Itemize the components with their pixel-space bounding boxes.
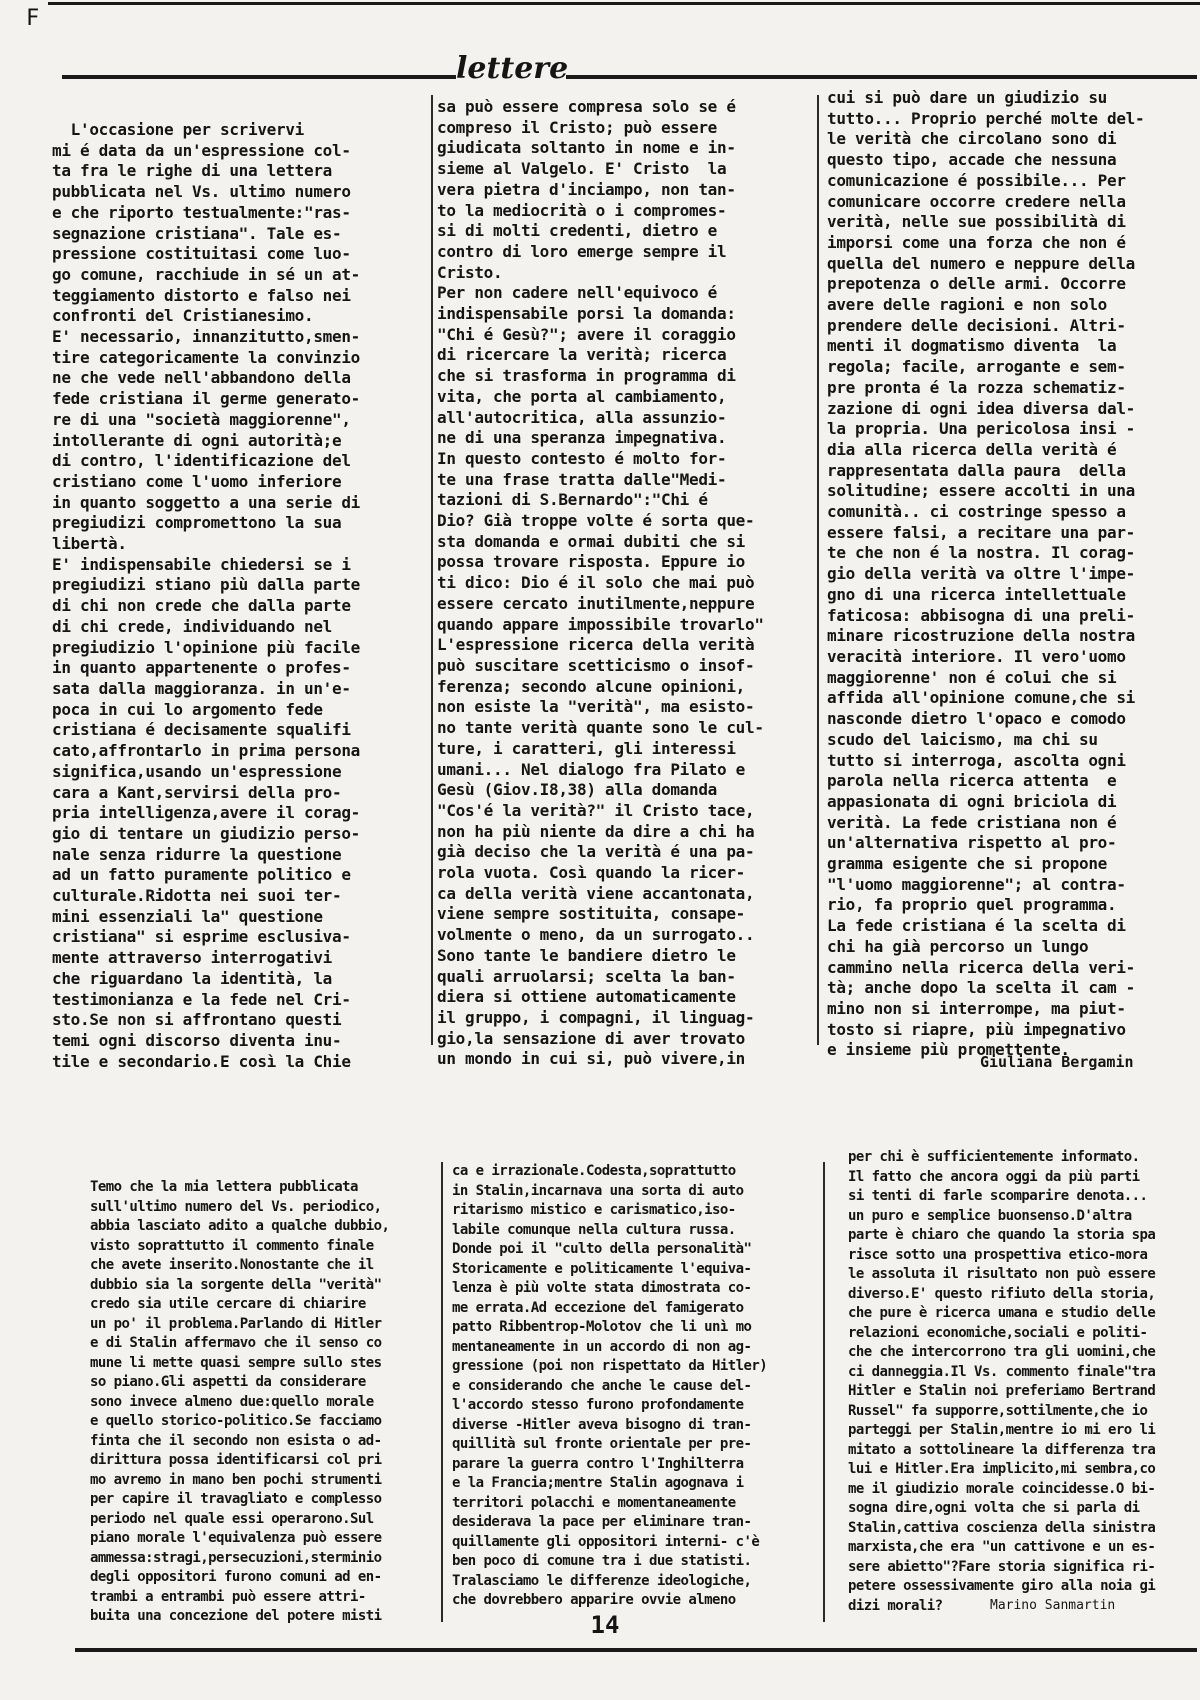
letter2-column-2: ca e irrazionale.Codesta,soprattutto in Stalin,incarnava una sorta di auto ritarismo mistico e carismatico,iso- labile comunque nella cultura russa. Donde poi il "culto della personalità" Storicamente e politicamente l'equiva- lenza è più volte stata dimostrata co- me errata.Ad eccezione del famigerato patto Ribbentrop-Molotov che li unì mo mentaneamente in un accordo di non ag- gressione (poi non rispettato da Hitler) e considerando che anche le cause del- l'accordo stesso furono profondamente diverse -Hitler aveva bisogno di tran- quillità sul fronte orientale per pre- parare la guerra contro l'Inghilterra e la Francia;mentre Stalin agognava i territori polacchi e momentaneamente desiderava la pace per eliminare tran- quillamente gli oppositori interni- c'è ben poco di comune tra i due statisti. Tralasciamo le differenze ideologiche, che dovrebbero apparire ovvie almeno [452, 1163, 768, 1608]
column-divider [441, 1162, 443, 1622]
header-rule [62, 75, 1197, 79]
section-title: lettere [456, 51, 569, 86]
column-divider [817, 95, 819, 1045]
letter1-column-2: sa può essere compresa solo se é compreso il Cristo; può essere giudicata soltanto in nome e in- sieme al Valgelo. E' Cristo la vera pietra d'inciampo, non tan- to la mediocrità o i compromes- si di molti credenti, dietro e contro di loro emerge sempre il Cristo. Per non cadere nell'equivoco é indispensabile porsi la domanda: "Chi é Gesù?"; avere il coraggio di ricercare la verità; ricerca che si trasforma in programma di vita, che porta al cambiamento, all'autocritica, alla assunzio- ne di una speranza impegnativa. In questo contesto é molto for- te una frase tratta dalle"Medi- tazioni di S.Bernardo":"Chi é Dio? Già troppe volte é sorta que- sta domanda e ormai dubiti che si possa trovare risposta. Eppure io ti dico: Dio é il solo che mai può essere cercato inutilmente,neppure quando appare impossibile trovarlo" L'espressione ricerca della verità può suscitare scetticismo o insof- ferenza; secondo alcune opinioni, non esiste la "verità", ma esisto- no tante verità quante sono le cul- ture, i caratteri, gli interessi umani... Nel dialogo fra Pilato e Gesù (Giov.I8,38) alla domanda "Cos'é la verità?" il Cristo tace, non ha più niente da dire a chi ha già deciso che la verità é una pa- rola vuota. Così quando la ricer- ca della verità viene accantonata, viene sempre sostituita, consape- volmente o meno, da un surrogato.. Sono tante le bandiere dietro le quali arruolarsi; scelta la ban- diera si ottiene automaticamente il gruppo, i compagni, il linguag- gio,la sensazione di aver trovato un mondo in cui si, può vivere,in [437, 97, 764, 1069]
column-divider [823, 1162, 825, 1622]
letter2-signature: Marino Sanmartin [990, 1598, 1116, 1613]
letter1-signature: Giuliana Bergamin [980, 1053, 1134, 1071]
letter1-column-3: cui si può dare un giudizio su tutto... Proprio perché molte del- le verità che circolano sono di questo tipo, accade che nessuna comunicazione é possibile... Per comunicare occorre credere nella verità, nelle sue possibilità di imporsi come una forza che non é quella del numero e neppure della prepotenza o delle armi. Occorre avere delle ragioni e non solo prendere delle decisioni. Altri- menti il dogmatismo diventa la regola; facile, arrogante e sem- pre pronta é la rozza schematiz- zazione di ogni idea diversa dal- la propria. Una pericolosa insi - dia alla ricerca della verità é rappresentata dalla paura della solitudine; essere accolti in una comunità.. ci costringe spesso a essere falsi, a recitare una par- te che non é la nostra. Il corag- gio della verità va oltre l'impe- gno di una ricerca intellettuale faticosa: abbisogna di una preli- minare ricostruzione della nostra veracità interiore. Il vero'uomo maggiorenne' non é colui che si affida all'opinione comune,che si nasconde dietro l'opaco e comodo scudo del laicismo, ma chi su tutto si interroga, ascolta ogni parola nella ricerca attenta e appasionata di ogni briciola di verità. La fede cristiana non é un'alternativa rispetto al pro- gramma esigente che si propone "l'uomo maggiorenne"; al contra- rio, fa proprio quel programma. La fede cristiana é la scelta di chi ha già percorso un lungo cammino nella ricerca della veri- tà; anche dopo la scelta il cam - mino non si interrompe, ma piut- tosto si riapre, più impegnativo e insieme più promettente. [827, 88, 1145, 1060]
footer-rule [75, 1648, 1197, 1652]
page-number: 14 [590, 1611, 620, 1639]
letter1-column-1: L'occasione per scrivervi mi é data da un'espressione col- ta fra le righe di una lettera pubblicata nel Vs. ultimo numero e che riporto testualmente:"ras- segnazione cristiana". Tale es- pressione costituitasi come luo- go comune, racchiude in sé un at- teggiamento distorto e falso nei confronti del Cristianesimo. E' necessario, innanzitutto,smen- tire categoricamente la convinzio ne che vede nell'abbandono della fede cristiana il germe generato- re di una "società maggiorenne", intollerante di ogni autorità;e di contro, l'identificazione del cristiano come l'uomo inferiore in quanto soggetto a una serie di pregiudizi compromettono la sua libertà. E' indispensabile chiedersi se i pregiudizi stiano più dalla parte di chi non crede che dalla parte di chi crede, individuando nel pregiudizio l'opinione più facile in quanto appartenente o profes- sata dalla maggioranza. in un'e- poca in cui lo argomento fede cristiana é decisamente squalifi cato,affrontarlo in prima persona significa,usando un'espressione cara a Kant,servirsi della pro- pria intelligenza,avere il corag- gio di tentare un giudizio perso- nale senza ridurre la questione ad un fatto puramente politico e culturale.Ridotta nei suoi ter- mini essenziali la" questione cristiana" si esprime esclusiva- mente attraverso interrogativi che riguardano la identità, la testimonianza e la fede nel Cri- sto.Se non si affrontano questi temi ogni discorso diventa inu- tile e secondario.E così la Chie [52, 120, 360, 1071]
letter2-column-1: Temo che la mia lettera pubblicata sull'ultimo numero del Vs. periodico, abbia lasciato adito a qualche dubbio, visto soprattutto il commento finale che avete inserito.Nonostante che il dubbio sia la sorgente della "verità" credo sia utile cercare di chiarire un po' il problema.Parlando di Hitler e di Stalin affermavo che il senso co mune li mette quasi sempre sullo stes so piano.Gli aspetti da considerare sono invece almeno due:quello morale e quello storico-politico.Se facciamo finta che il secondo non esista o ad- dirittura possa identificarsi col pri mo avremo in mano ben pochi strumenti per capire il travagliato e complesso periodo nel quale essi operarono.Sul piano morale l'equivalenza può essere ammessa:stragi,persecuzioni,sterminio degli oppositori furono comuni ad en- trambi a entrambi può essere attri- buita una concezione del potere misti [90, 1179, 390, 1624]
top-edge-rule [48, 2, 1200, 5]
corner-mark: F [26, 6, 40, 31]
letter2-column-3: per chi è sufficientemente informato. Il fatto che ancora oggi da più parti si tenti di farle scomparire denota... un puro e semplice buonsenso.D'altra parte è chiaro che quando la storia spa risce sotto una prospettiva etico-mora le assoluta il risultato non può essere diverso.E' questo rifiuto della storia, che pure è ricerca umana e studio delle relazioni economiche,sociali e politi- che che intercorrono tra gli uomini,che ci danneggia.Il Vs. commento finale"tra Hitler e Stalin noi preferiamo Bertrand Russel" fa supporre,sottilmente,che io parteggi per Stalin,mentre io mi ero li mitato a sottolineare la differenza tra lui e Hitler.Era implicito,mi sembra,co me il giudizio morale coincidesse.O bi- sogna dire,ogni volta che si parla di Stalin,cattiva coscienza della sinistra marxista,che era "un cattivone e un es- sere abietto"?Fare storia significa ri- petere ossessivamente giro alla noia gi dizi morali? [848, 1149, 1156, 1614]
column-divider [431, 95, 433, 1045]
